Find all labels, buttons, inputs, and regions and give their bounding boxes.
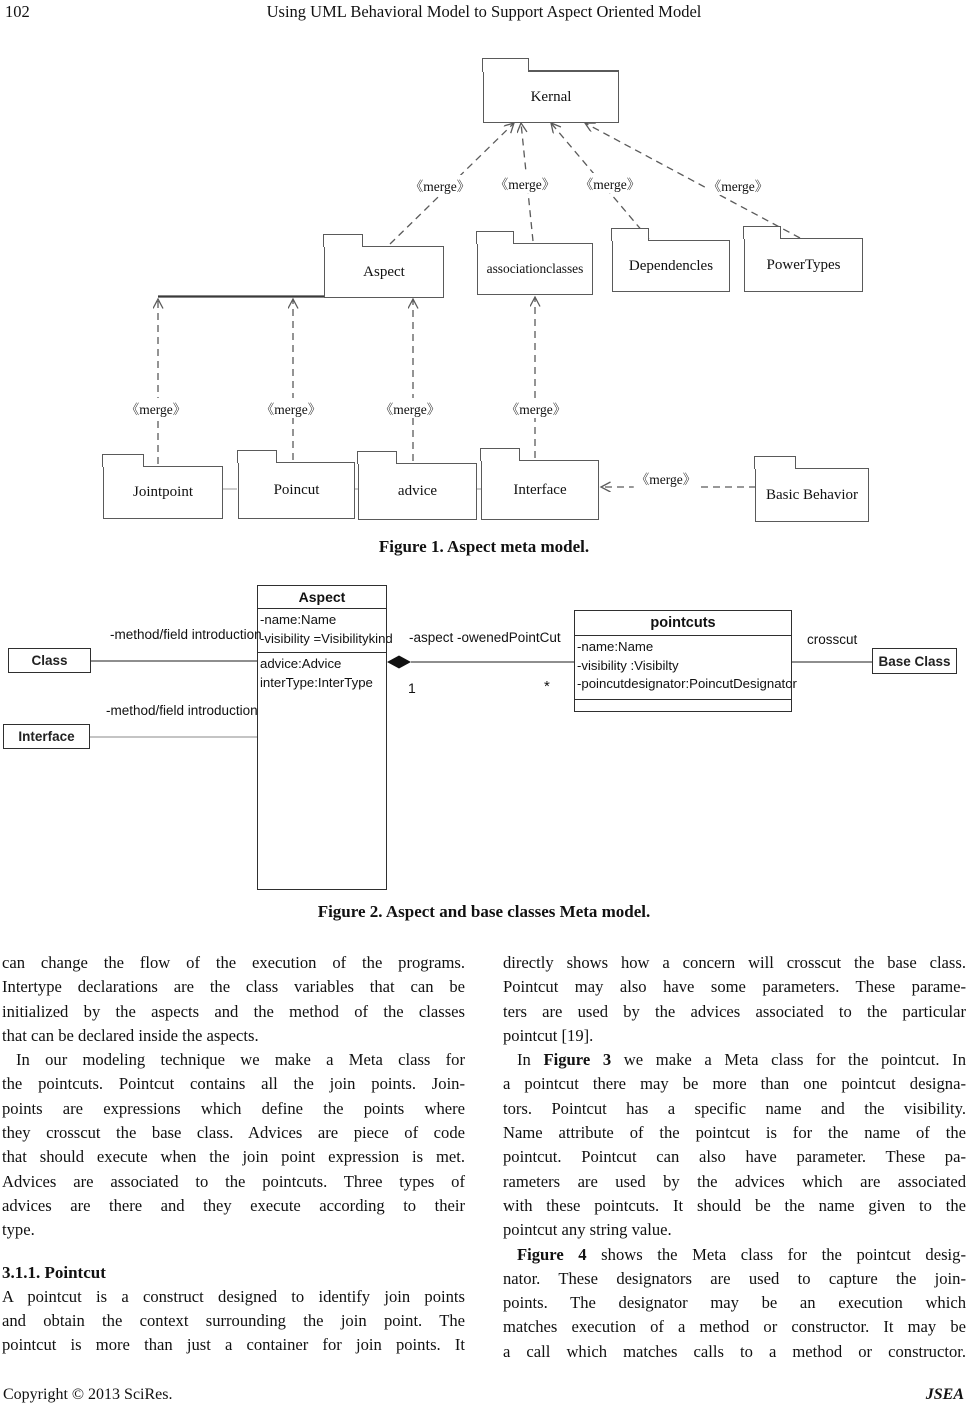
package-tab [743, 226, 781, 239]
copyright-notice: Copyright © 2013 SciRes. [3, 1386, 173, 1403]
composition-diamond [387, 656, 411, 669]
text-line: they crosscut the base class. Advices are piece of code [2, 1123, 465, 1143]
merge-stereotype: 《merge》 [504, 398, 569, 418]
package-advice [358, 463, 477, 520]
text-line: -visibility =Visibilitykind [260, 630, 393, 646]
class-title: pointcuts [575, 611, 791, 636]
text-line: a pointcut there may be more than one pointcut designa- [503, 1074, 966, 1094]
package-tab [476, 231, 514, 244]
figure-reference: Figure 3 [543, 1050, 612, 1070]
class-label: Interface [18, 729, 75, 744]
role-label-aspect-owenedpointcut: -aspect -owenedPointCut [409, 630, 561, 645]
class-aspect-meta [257, 585, 393, 890]
text-line: tors. Pointcut has a specific name and the visibility. [503, 1098, 966, 1118]
paragraph [2, 951, 465, 1048]
text-line: initialized by the aspects and the method of the classes [2, 1001, 465, 1021]
text-line: Intertype declarations are the class variables that can be [2, 977, 465, 997]
package-poincut [238, 462, 355, 519]
class-label: Base Class [878, 653, 951, 669]
paragraph [2, 1072, 465, 1242]
text-line: with these pointcuts. It should be the name given to the [503, 1195, 966, 1215]
package-tab [754, 456, 796, 469]
package-associationclasses [477, 243, 593, 295]
package-tab [323, 234, 363, 247]
merge-stereotype: 《merge》 [706, 175, 771, 195]
paragraph [2, 1285, 465, 1358]
package-label: Aspect [363, 263, 405, 280]
page-number: 102 [5, 2, 30, 21]
class-pointcuts [574, 610, 797, 712]
text-line: Advices are associated to the pointcuts. Three types of [2, 1171, 465, 1191]
paragraph-first-line [503, 1243, 966, 1267]
class-title: Aspect [258, 586, 386, 609]
text-line: Name attribute of the pointcut is for the name of the [503, 1123, 966, 1143]
package-label: Poincut [273, 482, 320, 498]
text-line: the pointcuts. Pointcut contains all the join points. Join- [2, 1074, 465, 1094]
merge-stereotype: 《merge》 [124, 398, 189, 418]
text-run: shows the Meta class for the pointcut desig- [586, 1244, 966, 1264]
text-line: interType:InterType [260, 674, 373, 690]
text-line: advices are there and they execute according to their [2, 1195, 465, 1215]
text-line: that can be declared inside the aspects. [2, 1025, 259, 1045]
text-line: rameters are used by the advices which are associated [503, 1171, 966, 1191]
role-label-method-field-2: -method/field introduction [106, 703, 258, 718]
package-jointpoint [103, 466, 223, 519]
text-line: advice:Advice [260, 656, 342, 671]
text-line: a call which matches calls to a method or constructor. [503, 1341, 966, 1361]
package-tab [237, 450, 277, 463]
paragraph [503, 951, 966, 1048]
paragraph-first-line [503, 1048, 966, 1072]
package-tab [357, 451, 397, 464]
text-line: pointcut is more than just a container for join points. It [2, 1335, 465, 1355]
text-line: nator. These designators are used to capture the join- [503, 1268, 966, 1288]
package-label: advice [397, 483, 438, 499]
figure1-caption: Figure 1. Aspect meta model. [378, 537, 590, 556]
role-label-method-field-1: -method/field introduction [110, 627, 262, 642]
text-line: points. The designator may be an execution which [503, 1293, 966, 1313]
figure-reference: Figure 4 [517, 1244, 587, 1264]
package-powertypes [744, 238, 863, 292]
text-line: ters are used by the advices associated to the particular [503, 1001, 966, 1021]
text-line: directly shows how a concern will crosscut the base class. [503, 953, 966, 972]
class-attributes [575, 636, 797, 700]
text-line: can change the flow of the execution of the programs. [2, 953, 465, 972]
package-label: Kernal [530, 88, 572, 105]
role-label-crosscut: crosscut [807, 632, 858, 647]
text-line: points are expressions which define the points where [2, 1098, 465, 1118]
package-label: PowerTypes [766, 256, 841, 273]
class-attributes [258, 609, 393, 653]
text-line: Pointcut may also have some parameters. These parame- [503, 977, 966, 997]
merge-stereotype: 《merge》 [378, 398, 443, 418]
figure2-caption: Figure 2. Aspect and base classes Meta model. [317, 902, 651, 921]
package-tab [102, 454, 144, 467]
merge-stereotype: 《merge》 [493, 173, 558, 193]
text-run: we make a Meta class for the pointcut. In [611, 1050, 966, 1070]
left-column [2, 951, 465, 1358]
merge-stereotype: 《merge》 [578, 173, 643, 193]
package-interface [481, 460, 599, 520]
paragraph [503, 1267, 966, 1364]
package-kernal [483, 70, 619, 123]
text-line: pointcut. Pointcut can also have parameter. These pa- [503, 1147, 966, 1167]
text-line: pointcut [19]. [503, 1025, 594, 1045]
text-line: and obtain the context surrounding the join point. The [2, 1311, 465, 1331]
section-heading: 3.1.1. Pointcut [2, 1262, 106, 1282]
journal-abbreviation: JSEA [925, 1386, 964, 1403]
package-label: Interface [513, 481, 567, 498]
text-line: -name:Name [577, 639, 654, 654]
text-line: -visibility :Visibilty [577, 657, 679, 673]
paragraph-first-line: In our modeling technique we make a Meta class for [16, 1050, 465, 1070]
paragraph [503, 1072, 966, 1242]
text-line: A pointcut is a construct designed to identify join points [2, 1286, 465, 1306]
package-tab [482, 58, 529, 72]
text-run: In [517, 1050, 544, 1070]
package-label: associationclasses [486, 261, 584, 276]
text-line: -poincutdesignator:PoincutDesignator [577, 676, 797, 691]
text-line: that should execute when the join point expression is met. [2, 1147, 465, 1167]
package-label: Basic Behavior [765, 486, 859, 503]
merge-stereotype: 《merge》 [634, 468, 699, 488]
merge-stereotype: 《merge》 [408, 175, 473, 195]
multiplicity-many: * [544, 678, 550, 695]
package-label: Jointpoint [132, 484, 193, 500]
text-line: -name:Name [260, 612, 337, 627]
class-operations [258, 653, 386, 695]
package-basic-behavior [755, 468, 869, 522]
class-base-class-box [872, 648, 957, 674]
running-title: Using UML Behavioral Model to Support Aspect Oriented Model [266, 2, 702, 21]
text-line: type. [2, 1220, 35, 1240]
package-tab [480, 448, 520, 461]
text-line: pointcut any string value. [503, 1220, 672, 1240]
package-tab [611, 228, 649, 241]
package-aspect [324, 246, 444, 298]
merge-stereotype: 《merge》 [259, 398, 324, 418]
class-class-box [8, 648, 91, 673]
right-column [503, 951, 966, 1364]
text-line: matches execution of a method or constructor. It may be [503, 1317, 966, 1337]
multiplicity-one: 1 [408, 680, 416, 696]
class-label: Class [31, 653, 68, 668]
package-label: Dependencles [628, 257, 714, 274]
class-interface-box [3, 724, 90, 749]
package-dependencles [612, 240, 730, 292]
